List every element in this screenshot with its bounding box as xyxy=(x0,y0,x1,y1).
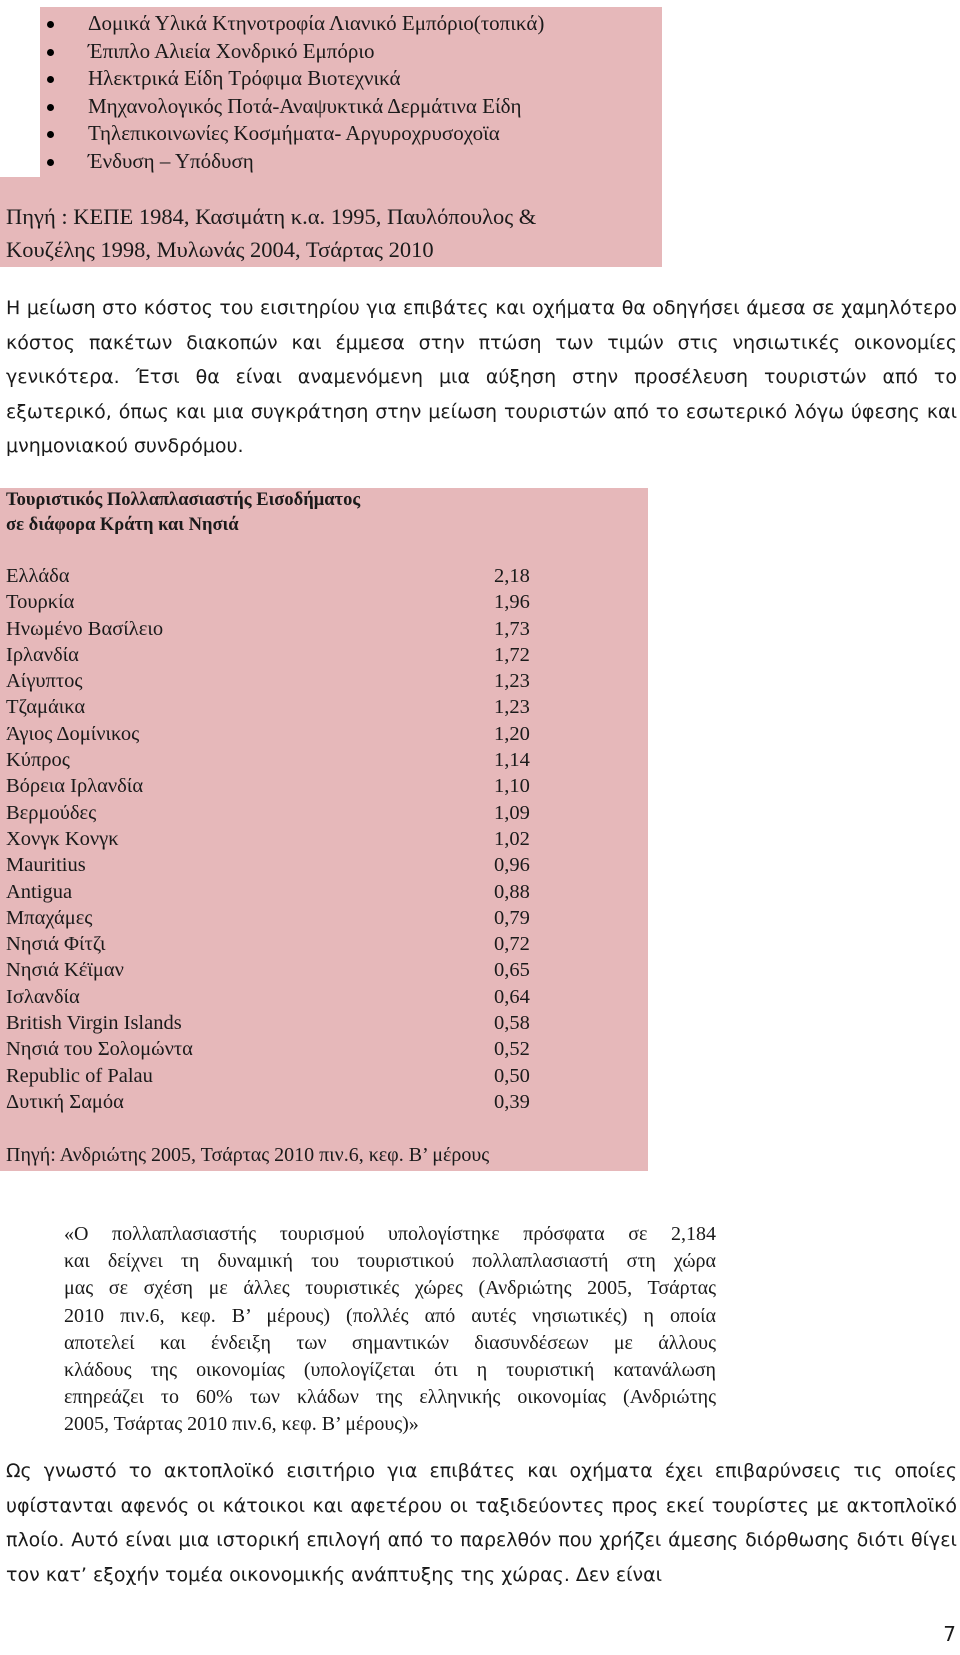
country-cell: Βόρεια Ιρλανδία xyxy=(6,775,144,798)
table-row xyxy=(0,668,648,694)
table-title-line: Τουριστικός Πολλαπλασιαστής Εισοδήματος xyxy=(6,490,361,510)
bullet-icon xyxy=(47,104,54,111)
table-row xyxy=(0,1063,648,1089)
bullet-icon xyxy=(47,76,54,83)
body-paragraph: Ως γνωστό το ακτοπλοϊκό εισιτήριο για επιβάτες και οχήματα έχει επιβαρύνσεις τις οποίες υφίστανται αφενός οι κάτοικοι και αφετέρου οι ταξιδεύοντες προς εκεί τουρίστες με ακτοπλοϊκό πλοίο. Αυτό είναι μια ιστορική επιλογή από το παρελθόν που χρήζει άμεσης διόρθωσης διότι θίγει τον κατ’ εξοχήν τομέα οικονομικής ανάπτυξης της χώρας. Δεν είναι xyxy=(6,1460,957,1586)
table-row xyxy=(0,931,648,957)
list-item xyxy=(0,148,544,176)
sectors-list xyxy=(0,10,544,175)
table-source: Πηγή: Ανδριώτης 2005, Τσάρτας 2010 πιν.6, κεφ. Β’ μέρους xyxy=(6,1144,490,1166)
list-item-text: Έπιπλο Αλιεία Χονδρικό Εμπόριο xyxy=(88,38,375,63)
quote-line: και δείχνει τη δυναμική του τουριστικού πολλαπλασιαστή στη χώρα xyxy=(64,1250,716,1273)
list-item-text: Ένδυση – Υπόδυση xyxy=(88,148,254,173)
country-cell: Δυτική Σαμόα xyxy=(6,1090,124,1113)
multiplier-cell: 0,79 xyxy=(494,906,530,929)
multiplier-cell: 0,72 xyxy=(494,933,530,956)
bullet-icon xyxy=(47,49,54,56)
list-item-text: Μηχανολογικός Ποτά-Αναψυκτικά Δερμάτινα Είδη xyxy=(88,93,522,118)
quote-line: «Ο πολλαπλασιαστής τουρισμού υπολογίστηκε πρόσφατα σε 2,184 xyxy=(64,1223,716,1245)
list-item xyxy=(0,65,544,93)
country-cell: Ισλανδία xyxy=(6,985,80,1008)
table-row xyxy=(0,879,648,905)
country-cell: Mauritius xyxy=(6,854,86,877)
multiplier-cell: 0,52 xyxy=(494,1038,530,1061)
country-cell: Ελλάδα xyxy=(6,565,70,587)
multiplier-cell: 1,96 xyxy=(494,591,530,614)
quote-line: 2005, Τσάρτας 2010 πιν.6, κεφ. Β’ μέρους)» xyxy=(64,1413,419,1436)
list-item xyxy=(0,38,544,66)
table-row xyxy=(0,563,648,589)
country-cell: British Virgin Islands xyxy=(6,1012,182,1035)
table-row xyxy=(0,642,648,668)
country-cell: Άγιος Δομίνικος xyxy=(6,722,140,745)
table-row xyxy=(0,694,648,720)
multiplier-cell: 0,64 xyxy=(494,985,530,1008)
source-line: Πηγή : ΚΕΠΕ 1984, Κασιμάτη κ.α. 1995, Παυλόπουλος & xyxy=(6,204,537,229)
country-cell: Νησιά του Σολομώντα xyxy=(6,1038,193,1061)
country-cell: Ηνωμένο Βασίλειο xyxy=(6,617,164,640)
country-cell: Τουρκία xyxy=(6,591,75,614)
country-cell: Ιρλανδία xyxy=(6,643,79,666)
multiplier-cell: 1,23 xyxy=(494,670,530,693)
multiplier-cell: 0,65 xyxy=(494,959,530,982)
multiplier-cell: 1,73 xyxy=(494,617,530,640)
table-row xyxy=(0,589,648,615)
multiplier-cell: 1,10 xyxy=(494,775,530,798)
list-item xyxy=(0,93,544,121)
country-cell: Antigua xyxy=(6,880,73,903)
table-row xyxy=(0,984,648,1010)
table-row xyxy=(0,905,648,931)
list-item-text: Τηλεπικοινωνίες Κοσμήματα- Αργυροχρυσοχοϊα xyxy=(88,121,500,145)
country-cell: Χονγκ Κονγκ xyxy=(6,827,119,850)
sectors-source xyxy=(6,200,656,266)
multiplier-table xyxy=(0,488,648,1171)
quote-block xyxy=(64,1221,716,1439)
table-row xyxy=(0,747,648,773)
table-title xyxy=(6,488,360,538)
table-row xyxy=(0,1010,648,1036)
table-row xyxy=(0,800,648,826)
quote-line: μας σε σχέση με άλλες τουριστικές χώρες (Ανδριώτης 2005, Τσάρτας xyxy=(64,1277,716,1300)
country-cell: Μπαχάμες xyxy=(6,906,93,929)
bullet-icon xyxy=(47,159,54,166)
multiplier-cell: 1,09 xyxy=(494,801,530,824)
list-item xyxy=(0,10,544,38)
multiplier-cell: 1,20 xyxy=(494,722,530,745)
multiplier-cell: 0,50 xyxy=(494,1064,530,1087)
multiplier-cell: 2,18 xyxy=(494,565,530,587)
country-cell: Νησιά Φίτζι xyxy=(6,933,106,956)
bullet-icon xyxy=(47,21,54,28)
table-row xyxy=(0,826,648,852)
multiplier-cell: 1,23 xyxy=(494,696,530,719)
body-paragraph: Η μείωση στο κόστος του εισιτηρίου για επιβάτες και οχήματα θα οδηγήσει άμεσα σε χαμηλότερο κόστος πακέτων διακοπών και έμμεσα στην πτώση των τιμών στις νησιωτικές οικονομίες γενικότερα. Έτσι θα είναι αναμενόμενη μια αύξηση στην προσέλευση τουριστών από το εξωτερικό, όπως και μια συγκράτηση στην μείωση τουριστών από το εσωτερικό λόγω ύφεσης και μνημονιακού συνδρόμου. xyxy=(6,297,957,457)
multiplier-cell: 0,88 xyxy=(494,880,530,903)
bullet-icon xyxy=(47,131,54,138)
table-row xyxy=(0,852,648,878)
table-row xyxy=(0,957,648,983)
quote-line: κλάδους της οικονομίας (υπολογίζεται ότι η τουριστική κατανάλωση xyxy=(64,1359,716,1382)
multiplier-cell: 1,72 xyxy=(494,643,530,666)
table-row xyxy=(0,1089,648,1115)
multiplier-cell: 0,96 xyxy=(494,854,530,877)
country-cell: Κύπρος xyxy=(6,749,70,772)
table-title-line: σε διάφορα Κράτη και Νησιά xyxy=(6,515,239,535)
country-cell: Βερμούδες xyxy=(6,801,97,824)
multiplier-cell: 0,39 xyxy=(494,1090,530,1113)
country-cell: Νησιά Κέϊμαν xyxy=(6,959,124,982)
list-item-text: Δομικά Υλικά Κτηνοτροφία Λιανικό Εμπόριο(τοπικά) xyxy=(88,11,545,35)
country-cell: Αίγυπτος xyxy=(6,670,83,693)
multiplier-cell: 0,58 xyxy=(494,1012,530,1035)
country-cell: Τζαμάικα xyxy=(6,696,86,719)
country-cell: Republic of Palau xyxy=(6,1064,153,1087)
page-number: 7 xyxy=(943,1622,956,1646)
multiplier-cell: 1,02 xyxy=(494,827,530,850)
list-item xyxy=(0,120,544,148)
table-row xyxy=(0,721,648,747)
table-row xyxy=(0,616,648,642)
quote-line: αποτελεί και ένδειξη των σημαντικών διασυνδέσεων με άλλους xyxy=(64,1331,716,1354)
multiplier-cell: 1,14 xyxy=(494,749,530,772)
quote-line: επηρεάζει το 60% των κλάδων της ελληνικής οικονομίας (Ανδριώτης xyxy=(64,1386,716,1409)
table-row xyxy=(0,773,648,799)
source-line: Κουζέλης 1998, Μυλωνάς 2004, Τσάρτας 2010 xyxy=(6,237,434,262)
table-rows xyxy=(0,563,648,1115)
quote-line: 2010 πιν.6, κεφ. Β’ μέρους) (πολλές από αυτές νησιωτικές) η οποία xyxy=(64,1304,716,1327)
list-item-text: Ηλεκτρικά Είδη Τρόφιμα Βιοτεχνικά xyxy=(88,66,401,90)
table-row xyxy=(0,1036,648,1062)
